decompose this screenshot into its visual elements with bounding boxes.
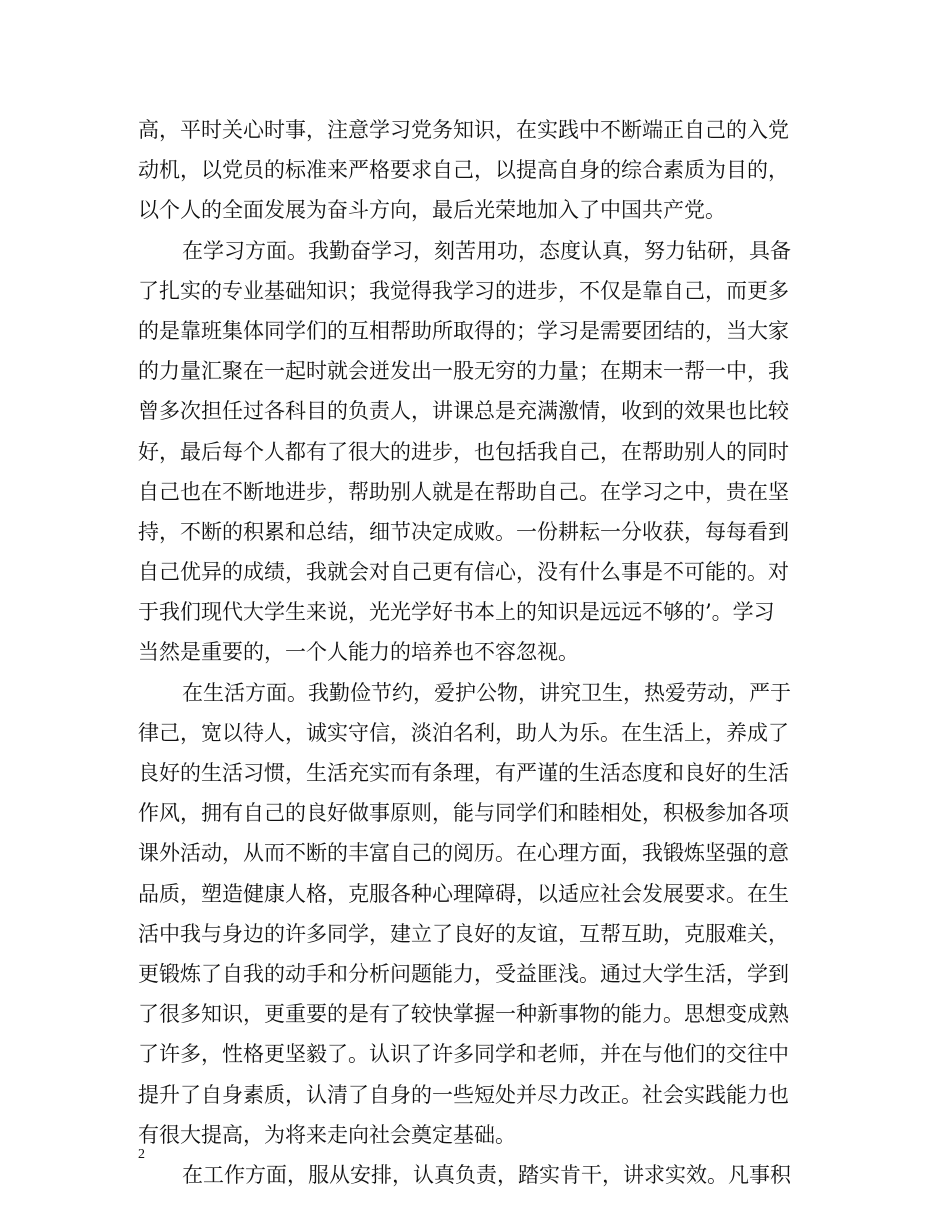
text-line: 课外活动，从而不断的丰富自己的阅历。在心理方面，我锻炼坚强的意 [138, 841, 789, 866]
text-line: 更锻炼了自我的动手和分析问题能力，受益匪浅。通过大学生活，学到 [138, 961, 789, 986]
paragraph-start-life: 在生活方面。我勤俭节约，爱护公物，讲究卫生，热爱劳动，严于 [182, 680, 791, 705]
text-line: 的是靠班集体同学们的互相帮助所取得的；学习是需要团结的，当大家 [138, 318, 789, 343]
text-line: 律己，宽以待人，诚实守信，淡泊名利，助人为乐。在生活上，养成了 [138, 720, 789, 745]
page-number: 2 [138, 1147, 145, 1162]
text-line: 的力量汇聚在一起时就会迸发出一股无穷的力量；在期末一帮一中，我 [138, 359, 789, 384]
text-line: 当然是重要的，一个人能力的培养也不容忽视。 [138, 640, 579, 665]
text-line: 于我们现代大学生来说，光光学好书本上的知识是远远不够的’。学习 [138, 600, 775, 625]
text-line: 了很多知识，更重要的是有了较快掌握一种新事物的能力。思想变成熟 [138, 1002, 789, 1027]
paragraph-start-study: 在学习方面。我勤奋学习，刻苦用功，态度认真，努力钻研，具备 [182, 238, 791, 263]
text-line: 持，不断的积累和总结，细节决定成败。一份耕耘一分收获，每每看到 [138, 519, 789, 544]
text-line: 自己也在不断地进步，帮助别人就是在帮助自己。在学习之中，贵在坚 [138, 479, 789, 504]
text-line: 了扎实的专业基础知识；我觉得我学习的进步，不仅是靠自己，而更多 [138, 278, 789, 303]
text-line: 以个人的全面发展为奋斗方向，最后光荣地加入了中国共产党。 [138, 198, 726, 223]
text-line: 有很大提高，为将来走向社会奠定基础。 [138, 1122, 516, 1147]
text-line: 良好的生活习惯，生活充实而有条理，有严谨的生活态度和良好的生活 [138, 761, 789, 785]
text-line: 曾多次担任过各科目的负责人，讲课总是充满激情，收到的效果也比较 [138, 399, 789, 424]
text-line: 提升了自身素质，认清了自身的一些短处并尽力改正。社会实践能力也 [138, 1082, 789, 1107]
text-line: 好，最后每个人都有了很大的进步，也包括我自己，在帮助别人的同时 [138, 439, 789, 464]
document-body [138, 110, 814, 1195]
text-line: 作风，拥有自己的良好做事原则，能与同学们和睦相处，积极参加各项 [138, 801, 789, 826]
text-line: 活中我与身边的许多同学，建立了良好的友谊，互帮互助，克服难关， [138, 921, 789, 946]
text-line: 高，平时关心时事，注意学习党务知识，在实践中不断端正自己的入党 [138, 118, 789, 142]
text-line: 了许多，性格更坚毅了。认识了许多同学和老师，并在与他们的交往中 [138, 1042, 789, 1067]
text-line: 品质，塑造健康人格，克服各种心理障碍，以适应社会发展要求。在生 [138, 881, 789, 906]
text-line: 自己优异的成绩，我就会对自己更有信心，没有什么事是不可能的。对 [138, 560, 789, 585]
text-line: 动机，以党员的标准来严格要求自己，以提高自身的综合素质为目的， [138, 158, 789, 183]
paragraph-start-work: 在工作方面，服从安排，认真负责，踏实肯干，讲求实效。凡事积 [182, 1162, 791, 1187]
